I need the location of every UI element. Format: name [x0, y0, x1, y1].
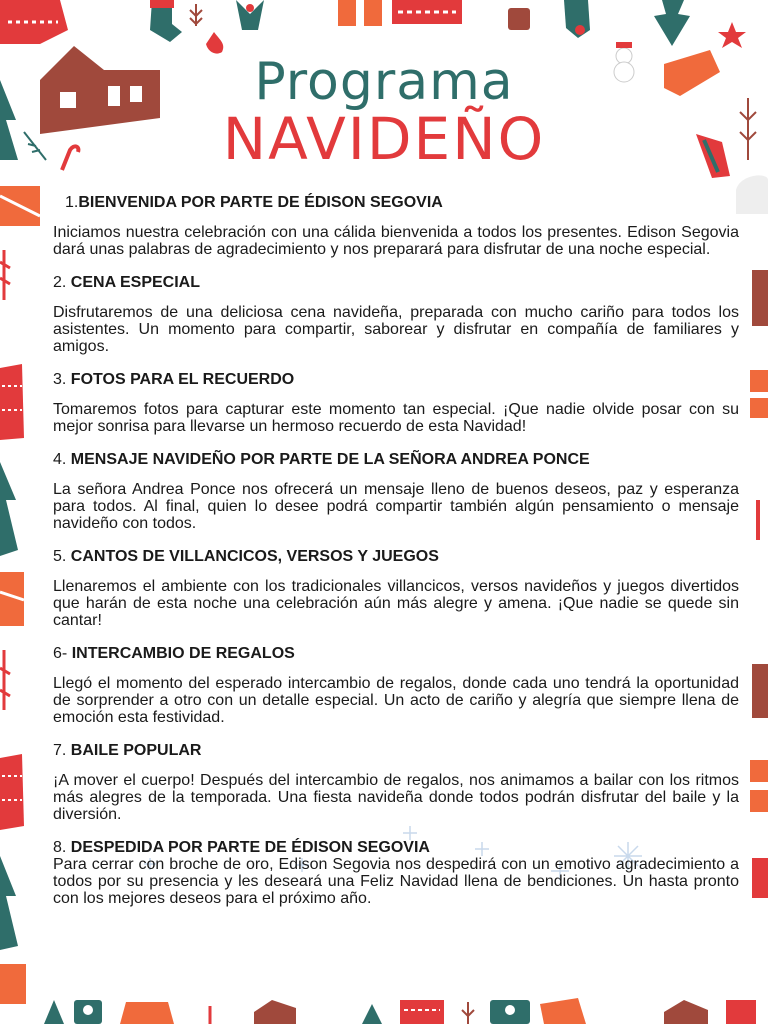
candy-cane-icon — [0, 650, 10, 710]
section-heading — [53, 839, 739, 856]
section-title: INTERCAMBIO DE REGALOS — [71, 645, 295, 662]
program-section-3 — [53, 371, 739, 435]
section-number: 6- — [53, 645, 68, 662]
program-section-6 — [53, 645, 739, 726]
tree-icon — [0, 856, 18, 950]
mug-icon — [508, 8, 530, 30]
section-text: Llenaremos el ambiente con los tradicionales villancicos, versos navideños y juegos divertidos que harán de esta noche una celebración aún más alegre y amena. ¡Que nadie se quede sin cantar! — [53, 578, 739, 629]
gift-icon — [0, 572, 24, 626]
star-icon — [718, 22, 746, 48]
stocking-icon — [564, 0, 590, 38]
gift-icon — [338, 0, 382, 26]
program-section-4 — [53, 451, 739, 532]
holly-icon — [236, 0, 264, 30]
program-section-8 — [53, 839, 739, 907]
ornament-icon — [206, 32, 223, 54]
tree-icon — [654, 0, 690, 46]
house-icon — [664, 1000, 708, 1024]
gift-icon — [750, 760, 768, 812]
program-section-1 — [53, 194, 739, 258]
title-programa: Programa — [254, 52, 514, 112]
mug-icon — [490, 1000, 530, 1024]
section-title: BIENVENIDA POR PARTE DE ÉDISON SEGOVIA — [78, 194, 443, 211]
section-text: Tomaremos fotos para capturar este momento tan especial. ¡Que nadie olvide posar con su mejor sonrisa para llevarse un hermoso recuerdo de esta Navidad! — [53, 401, 739, 435]
gift-icon — [726, 1000, 756, 1024]
section-text: La señora Andrea Ponce nos ofrecerá un mensaje lleno de buenos deseos, paz y esperanza para todos. Al final, quien lo desee podrá compartir también algún pensamiento o mensaje navideño con todos. — [53, 481, 739, 532]
section-heading — [53, 451, 739, 468]
gift-icon — [0, 186, 40, 226]
gift-icon — [752, 664, 768, 718]
tree-icon — [362, 1004, 382, 1024]
section-heading — [53, 742, 739, 759]
leaf-icon — [190, 4, 202, 26]
section-title: CANTOS DE VILLANCICOS, VERSOS Y JUEGOS — [70, 548, 439, 565]
sweater-icon — [0, 364, 24, 440]
sweater-icon — [120, 1002, 174, 1024]
section-number: 8. — [53, 839, 67, 856]
gift-icon — [750, 370, 768, 418]
program-section-7 — [53, 742, 739, 823]
sweater-icon — [392, 0, 462, 24]
program-content — [53, 194, 739, 923]
tree-icon — [0, 462, 18, 556]
mitten-icon — [540, 998, 586, 1024]
sweater-icon — [0, 754, 24, 830]
section-number: 4. — [53, 451, 67, 468]
section-number: 1. — [65, 194, 79, 211]
section-text: Iniciamos nuestra celebración con una cálida bienvenida a todos los presentes. Edison Segovia dará unas palabras de agradecimiento y nos preparará para disfrutar de una noche especial. — [53, 224, 739, 258]
section-text: Para cerrar con broche de oro, Edison Segovia nos despedirá con un emotivo agradecimiento a todos por su presencia y les deseará una Feliz Navidad llena de bendiciones. Un hasta pronto con los mejores deseos para el próximo año. — [53, 856, 739, 907]
section-title: MENSAJE NAVIDEÑO POR PARTE DE LA SEÑORA ANDREA PONCE — [70, 451, 590, 468]
section-heading — [53, 371, 739, 388]
section-text: Llegó el momento del esperado intercambio de regalos, donde cada uno tendrá la oportunidad de sorprender a otro con un detalle especial. Un acto de cariño y alegría que siempre llena de emoción esta festividad. — [53, 675, 739, 726]
stocking-icon — [150, 0, 182, 42]
mug-icon — [74, 1000, 102, 1024]
section-number: 3. — [53, 371, 67, 388]
tree-icon — [44, 1000, 64, 1024]
section-heading — [53, 274, 739, 291]
section-number: 2. — [53, 274, 67, 291]
gift-icon — [752, 858, 768, 898]
section-heading — [53, 645, 739, 662]
house-icon — [254, 1000, 296, 1024]
sweater-icon — [400, 1000, 444, 1024]
section-title: BAILE POPULAR — [70, 742, 202, 759]
program-section-5 — [53, 548, 739, 629]
section-number: 5. — [53, 548, 67, 565]
gift-icon — [752, 270, 768, 326]
section-title: CENA ESPECIAL — [70, 274, 200, 291]
section-text: Disfrutaremos de una deliciosa cena navideña, preparada con mucho cariño para todos los asistentes. Un momento para compartir, saborear y disfrutar en compañía de familiares y amigos. — [53, 304, 739, 355]
title-navideno: NAVIDEÑO — [222, 105, 546, 173]
gift-icon — [0, 964, 26, 1004]
program-section-2 — [53, 274, 739, 355]
section-text: ¡A mover el cuerpo! Después del intercambio de regalos, nos animamos a bailar con los ritmos más alegres de la temporada. Una fiesta navideña donde todos podrán disfrutar del baile y la diversión. — [53, 772, 739, 823]
section-title: DESPEDIDA POR PARTE DE ÉDISON SEGOVIA — [70, 839, 430, 856]
section-heading — [53, 194, 739, 211]
sweater-icon — [0, 0, 68, 44]
section-number: 7. — [53, 742, 67, 759]
candy-cane-icon — [0, 250, 10, 300]
section-title: FOTOS PARA EL RECUERDO — [70, 371, 295, 388]
cloud-icon — [736, 175, 768, 214]
section-heading — [53, 548, 739, 565]
leaf-icon — [462, 1002, 474, 1024]
